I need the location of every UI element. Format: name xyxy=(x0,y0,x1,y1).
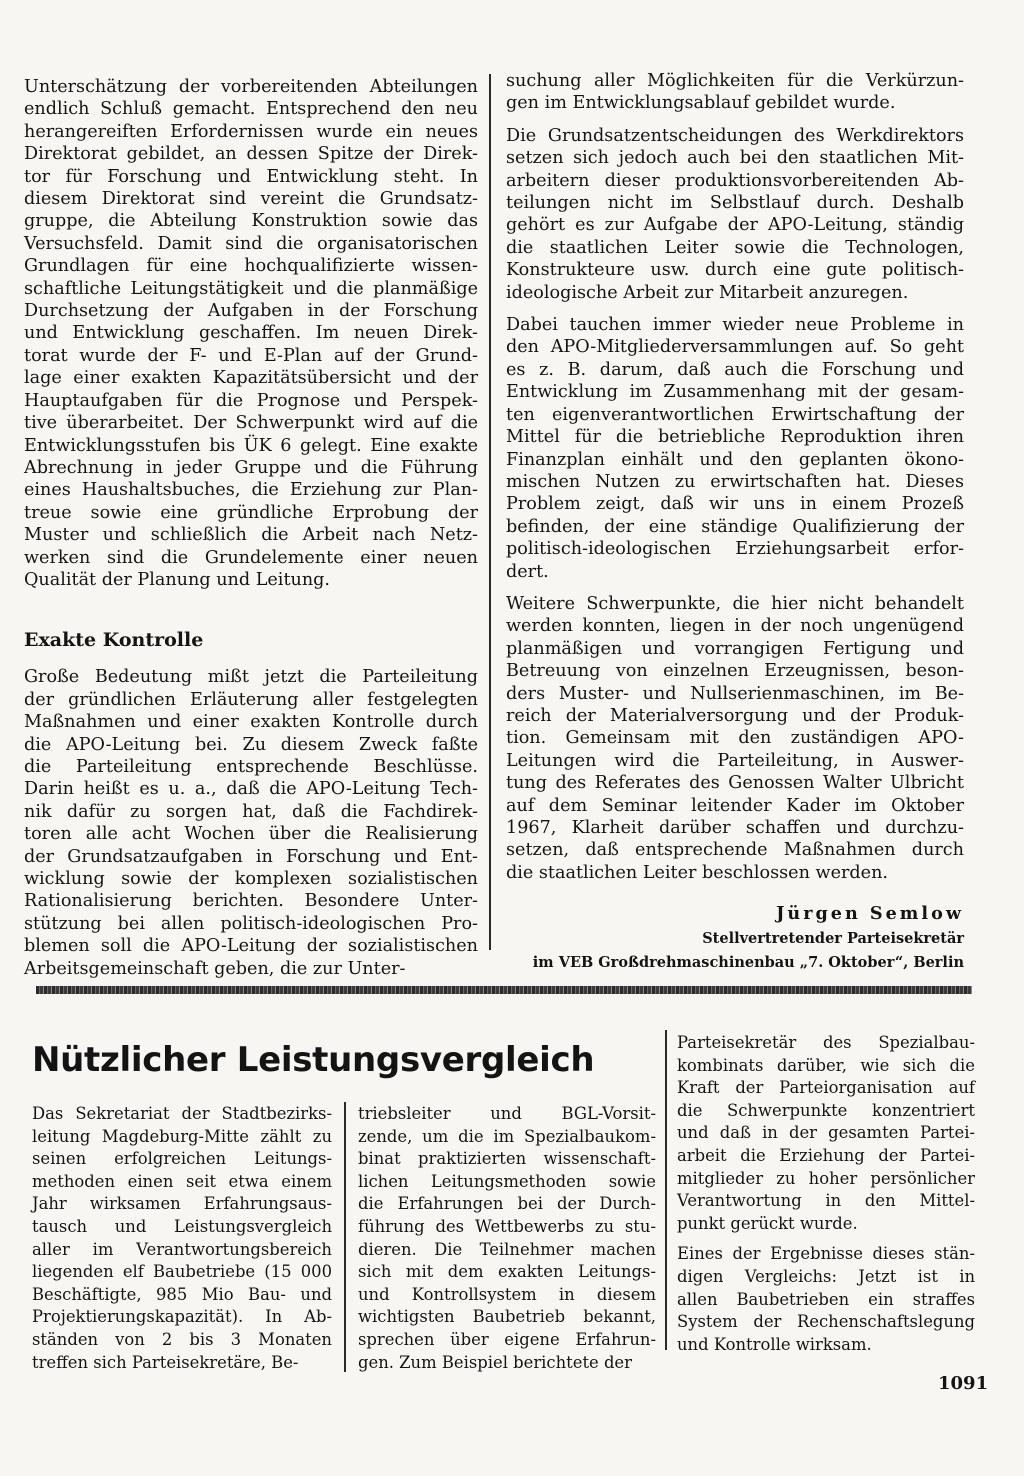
text-line: lage einer exakten Kapazitätsübersicht und der xyxy=(24,368,478,389)
text-line: gruppe, die Abteilung Konstruktion sowie das xyxy=(24,211,478,232)
text-line: und Kontrolle wirksam. xyxy=(677,1334,872,1354)
text-line: ständen von 2 bis 3 Monaten xyxy=(32,1329,332,1349)
text-line: Große Bedeutung mißt jetzt die Parteileitung xyxy=(24,667,478,688)
text-line: digen Vergleichs: Jetzt ist in xyxy=(677,1266,975,1286)
text-line: 1967, Klarheit darüber schaffen und durchzu- xyxy=(506,818,964,838)
text-line: es z. B. darum, daß auch die Forschung und xyxy=(506,359,964,380)
text-line: Problem zeigt, daß wir uns in einem Prozeß xyxy=(506,494,964,515)
text-line: Projektierungskapazität). In Ab- xyxy=(32,1307,332,1327)
text-line: aller im Verantwortungsbereich xyxy=(32,1239,332,1259)
text-line: Leitungen wird die Parteileitung, in Auswer- xyxy=(506,750,964,771)
text-line: suchung aller Möglichkeiten für die Verkürzun- xyxy=(506,71,964,91)
text-line: tive überarbeitet. Der Schwerpunkt wird auf die xyxy=(24,413,478,434)
text-line: ten eigenverantwortlichen Erwirtschaftung der xyxy=(506,404,964,425)
text-line: blemen soll die APO-Leitung der sozialistischen xyxy=(24,936,478,957)
text-line: die APO-Leitung bei. Zu diesem Zweck faßte xyxy=(24,734,478,755)
text-line: treue sowie eine gründliche Erprobung der xyxy=(24,502,478,523)
text-line: Grundlagen für eine hochqualifizierte wissen- xyxy=(24,256,478,277)
paragraph xyxy=(358,1103,656,1374)
section-separator-band xyxy=(36,986,972,994)
text-line: tung des Referates des Genossen Walter Ulbricht xyxy=(506,773,964,794)
text-line: triebsleiter und BGL-Vorsit- xyxy=(358,1104,656,1123)
text-line: die Parteileitung entsprechende Beschlüsse. xyxy=(24,756,478,777)
text-line: toren alle acht Wochen über die Realisierung xyxy=(24,824,478,845)
text-line: die staatlichen Leiter beschlossen werden. xyxy=(506,862,889,883)
text-line: auf dem Seminar leitender Kader im Oktober xyxy=(506,795,964,816)
text-line: die Schwerpunkte konzentriert xyxy=(677,1100,975,1120)
text-line: sprechen über eigene Erfahrun- xyxy=(358,1329,656,1349)
paragraph xyxy=(506,70,964,115)
text-line: politisch-ideologischen Erziehungsarbeit erfor- xyxy=(506,539,964,560)
text-line: wichtigsten Baubetrieb bekannt, xyxy=(358,1307,656,1327)
text-line: planmäßigen und vorrangigen Fertigung und xyxy=(506,638,964,659)
text-line: Finanzplan einhält und den geplanten ökono- xyxy=(506,449,964,470)
text-line: torat wurde der F- und E-Plan auf der Grund- xyxy=(24,345,478,366)
text-line: ideologische Arbeit zur Mitarbeit anzuregen. xyxy=(506,282,909,303)
text-line: Abrechnung in jeder Gruppe und die Führung xyxy=(24,457,478,478)
section-subheading: Exakte Kontrolle xyxy=(24,629,204,652)
text-line: Das Sekretariat der Stadtbezirks- xyxy=(32,1104,332,1123)
paragraph xyxy=(677,1243,975,1356)
text-line: mitglieder zu hoher persönlicher xyxy=(677,1168,975,1188)
text-line: den APO-Mitgliederversammlungen auf. So geht xyxy=(506,337,964,358)
text-line: Hauptaufgaben für die Prognose und Perspek- xyxy=(24,390,478,411)
text-line: dert. xyxy=(506,561,549,582)
text-line: und Entwicklung geschaffen. Im neuen Direk- xyxy=(24,323,478,344)
text-line: gehört es zur Aufgabe der APO-Leitung, ständig xyxy=(506,215,964,236)
article-headline: Nützlicher Leistungsvergleich xyxy=(32,1040,595,1080)
text-line: Direktorat gebildet, an dessen Spitze der Direk- xyxy=(24,144,478,165)
text-line: methoden einen seit etwa einem xyxy=(32,1171,332,1191)
text-line: dieren. Die Teilnehmer machen xyxy=(358,1239,656,1259)
text-line: Entwicklung im Zusammenhang mit der gesam- xyxy=(506,382,964,403)
text-line: setzen sich jedoch auch bei den staatlichen Mit- xyxy=(506,148,964,169)
text-line: gen im Entwicklungsablauf gebildet wurde. xyxy=(506,93,896,114)
text-line: gen. Zum Beispiel berichtete der xyxy=(358,1352,632,1372)
text-line: endlich Schluß gemacht. Entsprechend den neu xyxy=(24,99,478,120)
text-line: sich mit dem exakten Leitungs- xyxy=(358,1262,656,1282)
text-line: führung des Wettbewerbs zu stu- xyxy=(358,1216,656,1236)
top-right-column xyxy=(506,70,964,974)
author-signature xyxy=(506,902,964,974)
text-line: zende, um die im Spezialbaukom- xyxy=(358,1126,656,1146)
text-line: Qualität der Planung und Leitung. xyxy=(24,569,331,590)
author-title: Stellvertretender Parteisekretär xyxy=(702,930,964,948)
text-line: binat praktizierten wissenschaft- xyxy=(358,1149,656,1169)
text-line: tausch und Leistungsvergleich xyxy=(32,1216,332,1236)
text-line: Muster und schließlich die Arbeit nach Netz- xyxy=(24,525,478,546)
paragraph xyxy=(32,1103,332,1374)
bottom-column-1 xyxy=(32,1103,332,1374)
text-line: Versuchsfeld. Damit sind die organisatorischen xyxy=(24,233,478,254)
text-line: arbeitern dieser produktionsvorbereitenden Ab- xyxy=(506,170,964,191)
text-line: tion. Gemeinsam mit den zuständigen APO- xyxy=(506,728,964,749)
text-line: Darin heißt es u. a., daß die APO-Leitung Tech- xyxy=(24,779,478,800)
text-line: wicklung sowie der komplexen sozialistischen xyxy=(24,869,478,889)
text-line: Konstrukteure usw. durch eine gute politisch- xyxy=(506,260,964,281)
text-line: eines Haushaltsbuches, die Erziehung zur Plan- xyxy=(24,480,478,501)
text-line: mischen Nutzen zu erwirtschaften hat. Dieses xyxy=(506,471,964,492)
text-line: reich der Materialversorgung und der Produk- xyxy=(506,705,964,726)
column-divider xyxy=(665,1030,667,1350)
paragraph xyxy=(506,593,964,884)
text-line: Entwicklungsstufen bis ÜK 6 gelegt. Eine exakte xyxy=(24,435,478,456)
text-line: Jahr wirksamen Erfahrungsaus- xyxy=(32,1194,332,1214)
text-line: stützung bei allen politisch-ideologischen Pro- xyxy=(24,913,478,934)
text-line: Maßnahmen und einer exakten Kontrolle durch xyxy=(24,712,478,733)
page-number: 1091 xyxy=(938,1373,989,1394)
author-name: Jürgen Semlow xyxy=(776,903,964,925)
text-line: setzen, daß entsprechende Maßnahmen durch xyxy=(506,840,964,861)
text-line: arbeit die Erziehung der Partei- xyxy=(677,1145,975,1165)
text-line: die Erfahrungen bei der Durch- xyxy=(358,1194,656,1214)
paragraph xyxy=(24,666,478,980)
text-line: seinen erfolgreichen Leitungs- xyxy=(32,1149,332,1169)
text-line: Unterschätzung der vorbereitenden Abteilungen xyxy=(24,77,478,97)
top-left-column xyxy=(24,76,478,980)
text-line: punkt gerückt wurde. xyxy=(677,1213,858,1233)
text-line: werken sind die Grundelemente einer neuen xyxy=(24,547,478,568)
text-line: Durchsetzung der Aufgaben in der Forschung xyxy=(24,301,478,322)
text-line: herangereiften Erfordernissen wurde ein neues xyxy=(24,121,478,142)
text-line: der gründlichen Erläuterung aller festgelegten xyxy=(24,689,478,710)
text-line: Rationalisierung berichten. Besondere Unter- xyxy=(24,891,478,912)
text-line: kombinats darüber, wie sich die xyxy=(677,1055,975,1075)
bottom-column-3 xyxy=(677,1032,975,1356)
text-line: Eines der Ergebnisse dieses stän- xyxy=(677,1244,975,1264)
text-line: teilungen nicht im Selbstlauf durch. Deshalb xyxy=(506,193,964,214)
text-line: diesem Direktorat sind vereint die Grundsatz- xyxy=(24,189,478,210)
text-line: befinden, der eine ständige Qualifizierung der xyxy=(506,516,964,537)
paragraph xyxy=(506,314,964,583)
text-line: leitung Magdeburg-Mitte zählt zu xyxy=(32,1126,332,1146)
column-divider xyxy=(489,74,491,950)
text-line: Beschäftigte, 985 Mio Bau- und xyxy=(32,1284,332,1304)
bottom-column-2 xyxy=(358,1103,656,1374)
text-line: Weitere Schwerpunkte, die hier nicht behandelt xyxy=(506,593,964,614)
text-line: und Kontrollsystem in diesem xyxy=(358,1284,656,1304)
text-line: Parteisekretär des Spezialbau- xyxy=(677,1033,975,1052)
text-line: lichen Leitungsmethoden sowie xyxy=(358,1171,656,1191)
text-line: tor für Forschung und Entwicklung steht. In xyxy=(24,166,478,187)
author-organization: im VEB Großdrehmaschinenbau „7. Oktober“, Berlin xyxy=(532,954,964,972)
text-line: der Grundsatzaufgaben in Forschung und Ent- xyxy=(24,846,478,867)
paragraph xyxy=(677,1032,975,1235)
text-line: werden konnten, liegen in der noch ungenügend xyxy=(506,616,964,637)
text-line: allen Baubetrieben ein straffes xyxy=(677,1289,975,1309)
text-line: Mittel für die betriebliche Reproduktion ihren xyxy=(506,427,964,448)
text-line: Kraft der Parteiorganisation auf xyxy=(677,1078,975,1098)
text-line: nik dafür zu sorgen hat, daß die Fachdirek- xyxy=(24,801,478,822)
text-line: liegenden elf Baubetriebe (15 000 xyxy=(32,1262,332,1282)
column-divider xyxy=(344,1102,346,1372)
text-line: treffen sich Parteisekretäre, Be- xyxy=(32,1352,299,1372)
paragraph xyxy=(506,125,964,304)
text-line: Die Grundsatzentscheidungen des Werkdirektors xyxy=(506,125,964,146)
text-line: Arbeitsgemeinschaft geben, die zur Unter- xyxy=(24,958,406,979)
paragraph xyxy=(24,76,478,591)
text-line: Betreuung von einzelnen Erzeugnissen, beson- xyxy=(506,661,964,682)
text-line: System der Rechenschaftslegung xyxy=(677,1312,975,1332)
text-line: Verantwortung in den Mittel- xyxy=(677,1191,975,1211)
text-line: schaftliche Leitungstätigkeit und die planmäßige xyxy=(24,278,478,299)
text-line: ders Muster- und Nullserienmaschinen, im Be- xyxy=(506,683,964,704)
text-line: die staatlichen Leiter sowie die Technologen, xyxy=(506,237,964,258)
text-line: Dabei tauchen immer wieder neue Probleme in xyxy=(506,315,964,336)
text-line: und daß in der gesamten Partei- xyxy=(677,1123,975,1143)
